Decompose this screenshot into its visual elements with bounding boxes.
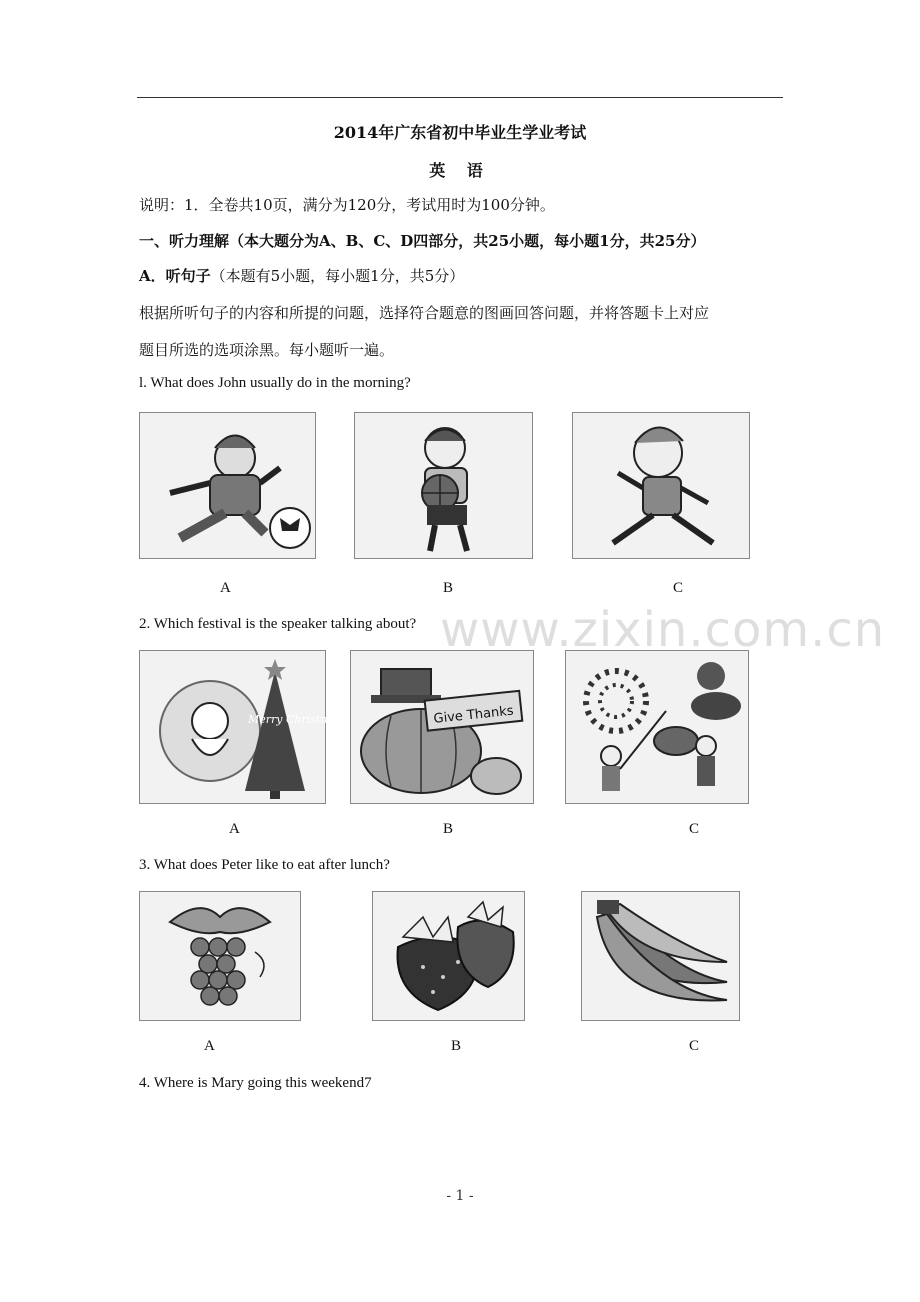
- instructions-line-1: 根据所听句子的内容和所提的问题，选择符合题意的图画回答问题，并将答题卡上对应: [139, 304, 710, 322]
- part-a-label: A．听句子: [139, 267, 211, 285]
- q1-option-a: A: [220, 580, 231, 596]
- exam-note: 说明：1．全卷共10页，满分为120分，考试用时为100分钟。: [139, 196, 555, 214]
- soccer-player-image: [139, 412, 316, 559]
- runner-image: [572, 412, 750, 559]
- question-3: 3. What does Peter like to eat after lunch?: [139, 857, 390, 873]
- part-a-heading: [139, 265, 464, 286]
- strawberry-image: [372, 891, 525, 1021]
- basketball-player-image: [354, 412, 533, 559]
- give-thanks-text: Give Thanks: [432, 703, 515, 727]
- grapes-image: [139, 891, 301, 1021]
- question-2: 2. Which festival is the speaker talking about?: [139, 616, 417, 632]
- christmas-image: [139, 650, 343, 804]
- q2-option-a: A: [229, 821, 240, 837]
- merry-christmas-text: Merry Christmas: [248, 713, 343, 726]
- q1-option-b: B: [443, 580, 454, 596]
- watermark: www.zixin.com.cn: [440, 602, 886, 658]
- q3-option-c: C: [689, 1038, 700, 1054]
- exam-title: 2014年广东省初中毕业生学业考试: [333, 123, 587, 142]
- q2-option-b: B: [443, 821, 454, 837]
- thanksgiving-image: [350, 650, 534, 804]
- page-number: - 1 -: [446, 1188, 474, 1204]
- q2-option-c: C: [689, 821, 700, 837]
- header-rule: [137, 97, 783, 98]
- lantern-festival-image: [565, 650, 749, 804]
- q1-option-c: C: [673, 580, 684, 596]
- subject-title: 英 语: [429, 161, 491, 180]
- q3-option-b: B: [451, 1038, 462, 1054]
- question-4: 4. Where is Mary going this weekend7: [139, 1075, 372, 1091]
- q3-option-a: A: [204, 1038, 215, 1054]
- part-a-detail: （本题有5小题，每小题1分，共5分）: [210, 267, 465, 285]
- section-heading: 一、听力理解（本大题分为A、B、C、D四部分，共25小题，每小题1分，共25分）: [139, 232, 706, 250]
- instructions-line-2: 题目所选的选项涂黑。每小题听一遍。: [139, 341, 395, 359]
- banana-image: [581, 891, 740, 1021]
- question-1: l. What does John usually do in the morning?: [139, 375, 411, 391]
